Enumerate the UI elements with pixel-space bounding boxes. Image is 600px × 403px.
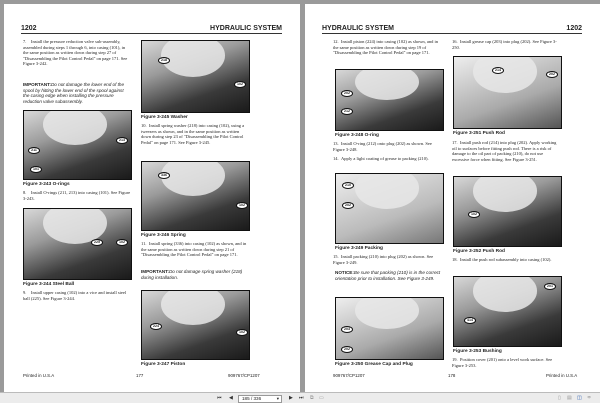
two-page-icon[interactable]: ◫ bbox=[577, 395, 582, 401]
text: Install upper casing (102) into a vice and install steel ball (225). See Figure 3-244. bbox=[23, 290, 127, 301]
viewer-toolbar bbox=[0, 392, 600, 403]
model-number: 1202 bbox=[21, 25, 37, 32]
step-18 bbox=[452, 257, 560, 263]
photo-detail bbox=[473, 176, 537, 212]
left-page bbox=[4, 4, 300, 392]
callout-label: 211 bbox=[28, 147, 40, 154]
text: IMPORTANT: bbox=[141, 269, 169, 274]
text: ▾ bbox=[276, 395, 279, 401]
text: Install grease cap (203) into plug (202). See Figure 3-250. bbox=[452, 39, 557, 50]
step-17 bbox=[452, 140, 560, 162]
photo-detail bbox=[355, 69, 419, 100]
step-9 bbox=[23, 290, 131, 301]
text: Do not damage the lower end of the spool by hitting the lower end of the spool against the casing edge when installing the pressure reduction valve subassembly. bbox=[23, 82, 125, 104]
figure-3-249-image bbox=[335, 173, 444, 244]
figure-caption: Figure 3-251 Push Rod bbox=[453, 131, 505, 136]
callout-label: 101 bbox=[30, 166, 42, 173]
figure-caption: Figure 3-250 Grease Cap and Plug bbox=[335, 362, 413, 367]
step-10 bbox=[141, 123, 249, 145]
callout-label: 225 bbox=[91, 239, 103, 246]
step-11 bbox=[141, 241, 249, 258]
callout-label: 202 bbox=[546, 71, 558, 78]
text: Position cover (201) onto a level work surface. See Figure 3-253. bbox=[452, 357, 553, 368]
callout-label: 213 bbox=[116, 137, 128, 144]
text: Be sure that packing (210) is in the correct orientation prior to installation. See Figure 3-249. bbox=[335, 270, 441, 281]
step-8 bbox=[23, 190, 131, 201]
text: 18. bbox=[452, 257, 458, 262]
important-note bbox=[23, 82, 131, 104]
footer-left: 909767/CP1207 bbox=[333, 373, 365, 378]
text: 13. bbox=[333, 141, 339, 146]
text: Install spring (336) into casing (102) as shown, and in the same position as written down during step 21 of "Disassembling the Pilot Control Pedal" on page 171. bbox=[141, 241, 247, 258]
model-number: 1202 bbox=[566, 25, 582, 32]
page-number: 178 bbox=[448, 373, 456, 378]
text: 8. bbox=[23, 190, 27, 195]
callout-label: 218 bbox=[158, 57, 170, 64]
text: 12. bbox=[333, 39, 339, 44]
text: 16. bbox=[452, 39, 458, 44]
section-title: HYDRAULIC SYSTEM bbox=[210, 25, 282, 32]
first-page-icon[interactable]: ⏮ bbox=[217, 395, 222, 401]
text: 11. bbox=[141, 241, 147, 246]
figure-3-245-image bbox=[141, 40, 250, 113]
text: Install packing (210) into plug (202) as shown. See Figure 3-249. bbox=[333, 254, 434, 265]
callout-label: 210 bbox=[342, 182, 354, 189]
callout-label: 202 bbox=[341, 90, 353, 97]
text: 10. bbox=[141, 123, 147, 128]
page-header bbox=[322, 25, 582, 34]
text: Install O-ring (212) onto plug (202) as shown. See Figure 3-248. bbox=[333, 141, 432, 152]
photo-detail bbox=[161, 161, 225, 196]
figure-3-243-image bbox=[23, 110, 132, 180]
figure-caption: Figure 3-249 Packing bbox=[335, 246, 383, 251]
scroll-icon[interactable]: ≑ bbox=[587, 395, 592, 401]
prev-page-icon[interactable]: ◀ bbox=[229, 395, 233, 401]
footer-left: Printed in U.S.A bbox=[23, 373, 55, 378]
text: Apply a light coating of grease to packing (210). bbox=[341, 156, 429, 161]
photo-detail bbox=[355, 173, 419, 209]
step-7 bbox=[23, 39, 131, 67]
paste-icon[interactable]: ▭ bbox=[319, 395, 324, 401]
text: Install the pressure reduction valve sub-assembly, assembled during steps 1 through 6, into casing (101), in the same position as written down during step 27 of "Disassembling the Pilot Control Pedal" on page 171. See Figure 3-242. bbox=[23, 39, 128, 67]
step-12 bbox=[333, 39, 441, 56]
page-number-input[interactable] bbox=[238, 395, 282, 403]
page-number: 177 bbox=[136, 373, 144, 378]
callout-label: 202 bbox=[342, 202, 354, 209]
callout-label: 203 bbox=[341, 326, 353, 333]
figure-caption: Figure 3-246 Spring bbox=[141, 233, 186, 238]
single-page-icon[interactable]: ▯ bbox=[558, 395, 561, 401]
step-13 bbox=[333, 141, 441, 152]
photo-detail bbox=[43, 110, 107, 145]
notice-note bbox=[335, 270, 443, 281]
step-19 bbox=[452, 357, 560, 368]
step-16 bbox=[452, 39, 560, 50]
figure-3-253-image bbox=[453, 276, 562, 347]
step-15 bbox=[333, 254, 441, 265]
right-page bbox=[305, 4, 600, 392]
text: 17. bbox=[452, 140, 458, 145]
photo-detail bbox=[473, 276, 537, 312]
figure-3-244-image bbox=[23, 208, 132, 280]
callout-label: 202 bbox=[341, 346, 353, 353]
figure-3-247-image bbox=[141, 290, 250, 360]
text: 19. bbox=[452, 357, 458, 362]
callout-label: 224 bbox=[150, 323, 162, 330]
callout-label: 102 bbox=[236, 202, 248, 209]
figure-caption: Figure 3-252 Push Rod bbox=[453, 249, 505, 254]
figure-3-250-image bbox=[335, 297, 444, 360]
last-page-icon[interactable]: ⏭ bbox=[299, 395, 304, 401]
callout-label: 214 bbox=[492, 67, 504, 74]
photo-detail bbox=[355, 297, 419, 329]
footer-right: Printed in U.S.A bbox=[546, 373, 578, 378]
figure-3-252-image bbox=[453, 176, 562, 247]
text: 15. bbox=[333, 254, 339, 259]
text: Install spring washer (218) into casing (102), using a tweezers as shown, and in the same position as written down during step 23 of "Disassembling the Pilot Control Pedal" on page 171. See Figure 3-245. bbox=[141, 123, 245, 145]
figure-caption: Figure 3-245 Washer bbox=[141, 115, 188, 120]
callout-label: 102 bbox=[468, 211, 480, 218]
text: Install O-rings (211, 213) into casing (101). See Figure 3-243. bbox=[23, 190, 131, 201]
callout-label: 336 bbox=[158, 172, 170, 179]
continuous-icon[interactable]: ▤ bbox=[567, 395, 572, 401]
figure-caption: Figure 3-243 O-rings bbox=[23, 182, 70, 187]
text: Install piston (224) into casing (102) as shown, and in the same position as written down during step 19 of "Disassembling the Pilot Control Pedal" on page 171. bbox=[333, 39, 438, 56]
callout-label: 212 bbox=[341, 108, 353, 115]
text: Install push rod (214) into plug (202). Apply working oil to surfaces before fitting push rod. There is a risk of damage to the oil part of packing (210), do not use excessive force when fitting. See Figure 3-251. bbox=[452, 140, 557, 162]
step-14 bbox=[333, 156, 441, 162]
photo-detail bbox=[473, 56, 537, 93]
text: 185 / 336 bbox=[242, 395, 262, 401]
page-header bbox=[21, 25, 282, 34]
figure-3-251-image bbox=[453, 56, 562, 129]
important-note bbox=[141, 269, 249, 280]
footer-right: 909767/CP1207 bbox=[228, 373, 260, 378]
next-page-icon[interactable]: ▶ bbox=[289, 395, 293, 401]
callout-label: 414 bbox=[464, 317, 476, 324]
copy-icon[interactable]: ⧉ bbox=[310, 395, 314, 401]
section-title: HYDRAULIC SYSTEM bbox=[322, 25, 394, 32]
text: 14. bbox=[333, 156, 339, 161]
figure-3-246-image bbox=[141, 161, 250, 231]
figure-caption: Figure 3-244 Steel Ball bbox=[23, 282, 75, 287]
photo-detail bbox=[161, 40, 225, 77]
callout-label: 201 bbox=[544, 283, 556, 290]
text: Install the push rod subassembly into casing (102). bbox=[460, 257, 552, 262]
callout-label: 102 bbox=[236, 329, 248, 336]
figure-caption: Figure 3-253 Bushing bbox=[453, 349, 502, 354]
figure-caption: Figure 3-247 Piston bbox=[141, 362, 186, 367]
text: IMPORTANT: bbox=[23, 82, 51, 87]
figure-3-248-image bbox=[335, 69, 444, 131]
callout-label: 102 bbox=[234, 81, 246, 88]
text: 9. bbox=[23, 290, 27, 295]
callout-label: 102 bbox=[116, 239, 128, 246]
text: Do not damage spring washer (218) during installation. bbox=[141, 269, 243, 280]
figure-caption: Figure 3-248 O-ring bbox=[335, 133, 379, 138]
text: 7. bbox=[23, 39, 27, 44]
text: NOTICE: bbox=[335, 270, 354, 275]
photo-detail bbox=[161, 290, 225, 325]
